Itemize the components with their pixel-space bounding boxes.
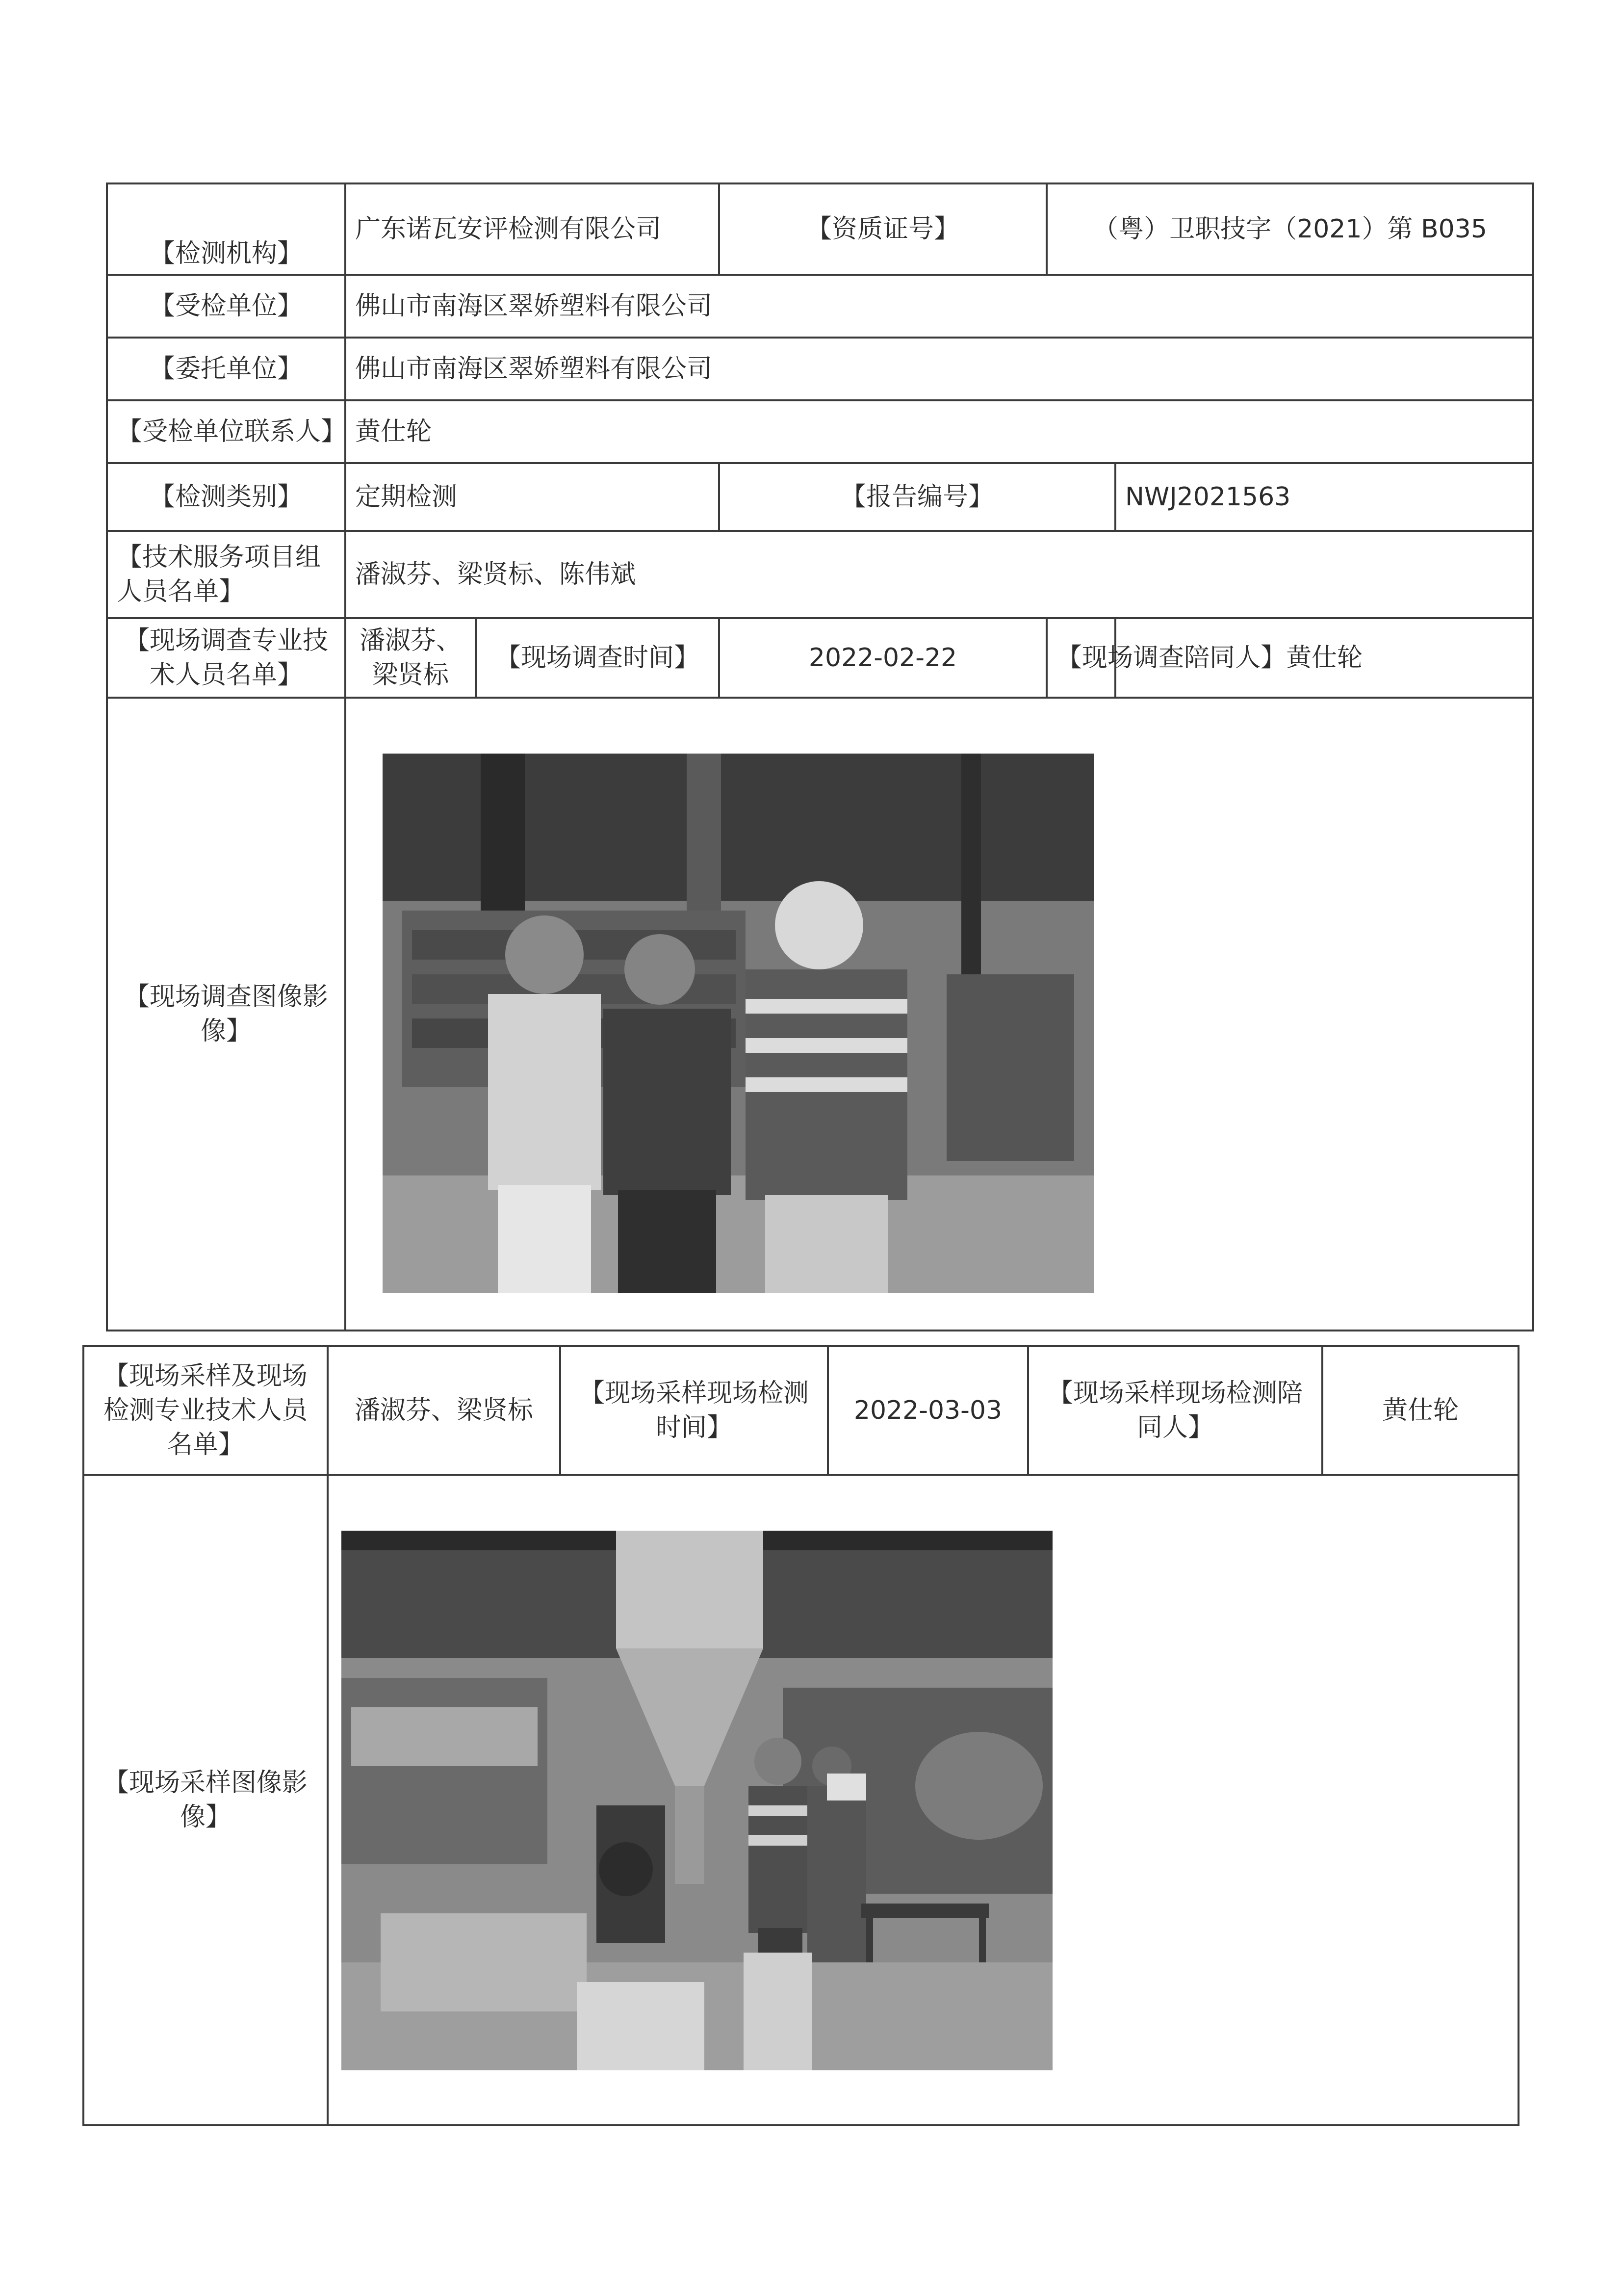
institution-value: 广东诺瓦安评检测有限公司	[345, 183, 719, 275]
category-value: 定期检测	[345, 463, 719, 531]
project-team-value: 潘淑芬、梁贤标、陈伟斌	[345, 531, 1533, 618]
survey-time-value: 2022-02-22	[719, 618, 1047, 698]
survey-time-label: 【现场调查时间】	[476, 618, 719, 698]
report-number-label: 【报告编号】	[719, 463, 1115, 531]
inspected-unit-value: 佛山市南海区翠娇塑料有限公司	[345, 275, 1533, 338]
report-number-value: NWJ2021563	[1115, 463, 1533, 531]
sampling-image-label: 【现场采样图像影像】	[83, 1475, 328, 2125]
row-entrusting-unit	[107, 338, 1533, 400]
sampling-companion-label: 【现场采样现场检测陪同人】	[1028, 1346, 1322, 1475]
row-project-team	[107, 531, 1533, 618]
sampling-time-value: 2022-03-03	[828, 1346, 1028, 1475]
survey-staff-value: 潘淑芬、梁贤标	[345, 618, 476, 698]
sampling-photo	[341, 1531, 1053, 2070]
contact-label: 【受检单位联系人】	[107, 400, 345, 463]
sampling-staff-value: 潘淑芬、梁贤标	[328, 1346, 560, 1475]
qualification-label: 【资质证号】	[719, 183, 1047, 275]
survey-companion-value: 黄仕轮	[1115, 618, 1533, 698]
category-label: 【检测类别】	[107, 463, 345, 531]
survey-companion-label: 【现场调查陪同人】	[1047, 618, 1115, 698]
sampling-staff-label: 【现场采样及现场检测专业技术人员名单】	[83, 1346, 328, 1475]
row-survey-info	[107, 618, 1533, 698]
sampling-photo-drawing	[341, 1531, 1053, 2070]
row-contact	[107, 400, 1533, 463]
entrusting-unit-value: 佛山市南海区翠娇塑料有限公司	[345, 338, 1533, 400]
row-inspected-unit	[107, 275, 1533, 338]
qualification-value: （粤）卫职技字（2021）第 B035	[1047, 183, 1533, 275]
survey-staff-label: 【现场调查专业技术人员名单】	[107, 618, 345, 698]
contact-value: 黄仕轮	[345, 400, 1533, 463]
inspected-unit-label: 【受检单位】	[107, 275, 345, 338]
survey-image-label: 【现场调查图像影像】	[107, 698, 345, 1331]
survey-photo-drawing	[383, 754, 1094, 1293]
sampling-companion-value: 黄仕轮	[1322, 1346, 1519, 1475]
entrusting-unit-label: 【委托单位】	[107, 338, 345, 400]
institution-label: 【检测机构】	[107, 183, 345, 275]
project-team-label: 【技术服务项目组人员名单】	[107, 531, 345, 618]
sampling-time-label: 【现场采样现场检测时间】	[560, 1346, 828, 1475]
row-sampling-info	[83, 1346, 1519, 1475]
survey-photo	[383, 754, 1094, 1293]
row-category	[107, 463, 1533, 531]
row-institution	[107, 183, 1533, 275]
